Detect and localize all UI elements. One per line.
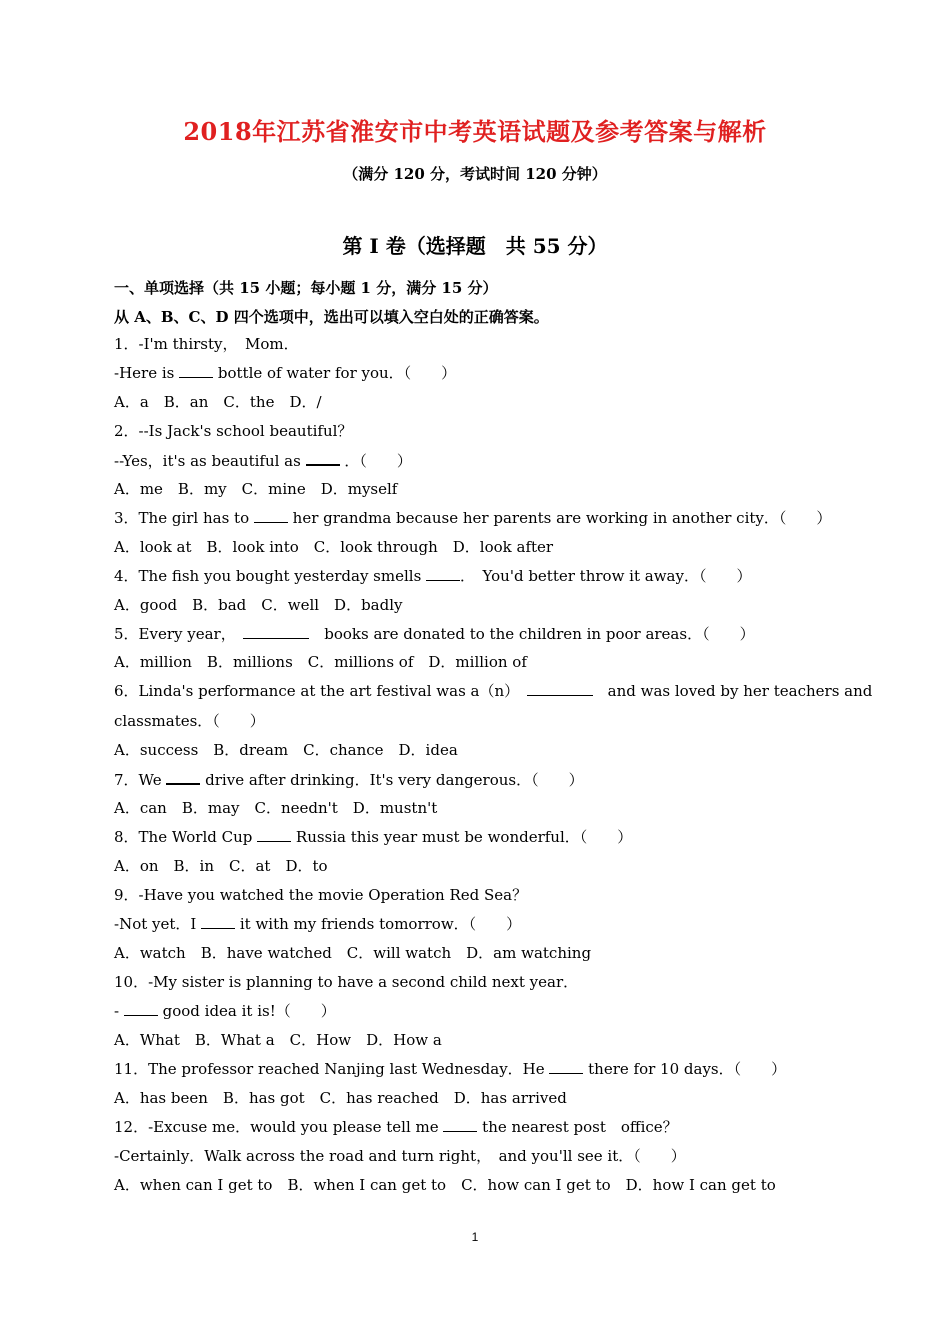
question-8-options: A．on B．in C．at D．to xyxy=(114,857,328,875)
question-12-options: A．when can I get to B．when I can get to C．how can I get to D．how I can get to xyxy=(114,1176,776,1194)
question-8-stem: 8．The World Cup Russia this year must be wonderful．（ ） xyxy=(114,828,633,846)
question-4-options: A．good B．bad C．well D．badly xyxy=(114,596,403,614)
question-1-stem: 1．-I'm thirsty， Mom． xyxy=(114,335,299,353)
answer-blank xyxy=(166,769,200,785)
question-5-options: A．million B．millions C．millions of D．million of xyxy=(114,653,527,671)
question-10-options: A．What B．What a C．How D．How a xyxy=(114,1031,442,1049)
section-heading: 一、单项选择（共 15 小题；每小题 1 分，满分 15 分） xyxy=(114,279,498,297)
answer-blank xyxy=(443,1117,477,1132)
question-6-options: A．success B．dream C．chance D．idea xyxy=(114,741,458,759)
exam-info: （满分 120 分，考试时间 120 分钟） xyxy=(343,165,607,183)
question-4-stem: 4．The fish you bought yesterday smells ． You'd better throw it away．（ ） xyxy=(114,567,752,585)
question-6-line2: classmates．（ ） xyxy=(114,712,265,730)
document-title: 2018年江苏省淮安市中考英语试题及参考答案与解析 xyxy=(183,117,767,146)
question-1-line2: -Here is bottle of water for you．（ ） xyxy=(114,364,457,382)
question-5-stem: 5．Every year， books are donated to the children in poor areas．（ ） xyxy=(114,625,755,643)
answer-blank xyxy=(201,914,235,929)
section-instruction: 从 A、B、C、D 四个选项中，选出可以填入空白处的正确答案。 xyxy=(114,308,549,326)
answer-blank xyxy=(179,363,213,378)
question-10-line2: - good idea it is!（ ） xyxy=(114,1002,336,1020)
answer-blank xyxy=(254,508,288,523)
answer-blank xyxy=(527,681,593,696)
question-6-stem: 6．Linda's performance at the art festival was a（n） and was loved by her teachers and xyxy=(114,682,873,700)
answer-blank xyxy=(426,566,460,581)
answer-blank xyxy=(243,624,309,639)
question-2-line2: --Yes，it's as beautiful as ．（ ） xyxy=(114,452,412,470)
question-2-options: A．me B．my C．mine D．myself xyxy=(114,480,398,498)
part-heading: 第 I 卷（选择题 共 55 分） xyxy=(342,234,608,258)
question-10-stem: 10．-My sister is planning to have a second child next year． xyxy=(114,973,579,991)
question-3-stem: 3．The girl has to her grandma because her parents are working in another city．（ ） xyxy=(114,509,832,527)
answer-blank xyxy=(124,1001,158,1016)
question-9-options: A．watch B．have watched C．will watch D．am watching xyxy=(114,944,592,962)
page-number: 1 xyxy=(471,1230,479,1244)
answer-blank xyxy=(257,827,291,842)
question-7-options: A．can B．may C．needn't D．mustn't xyxy=(114,799,438,817)
question-3-options: A．look at B．look into C．look through D．look after xyxy=(114,538,554,556)
question-12-line2: -Certainly．Walk across the road and turn right， and you'll see it．（ ） xyxy=(114,1147,686,1165)
question-9-stem: 9．-Have you watched the movie Operation Red Sea？ xyxy=(114,886,528,904)
question-11-options: A．has been B．has got C．has reached D．has arrived xyxy=(114,1089,567,1107)
answer-blank xyxy=(306,450,340,466)
question-9-line2: -Not yet．I it with my friends tomorrow．（ ） xyxy=(114,915,522,933)
question-2-stem: 2．--Is Jack's school beautiful？ xyxy=(114,422,353,440)
question-1-options: A．a B．an C．the D．/ xyxy=(114,393,322,411)
answer-blank xyxy=(549,1059,583,1074)
question-7-stem: 7．We drive after drinking．It's very dangerous．（ ） xyxy=(114,771,584,789)
question-11-stem: 11．The professor reached Nanjing last Wednesday．He there for 10 days．（ ） xyxy=(114,1060,787,1078)
question-12-stem: 12．-Excuse me．would you please tell me the nearest post office？ xyxy=(114,1118,678,1136)
